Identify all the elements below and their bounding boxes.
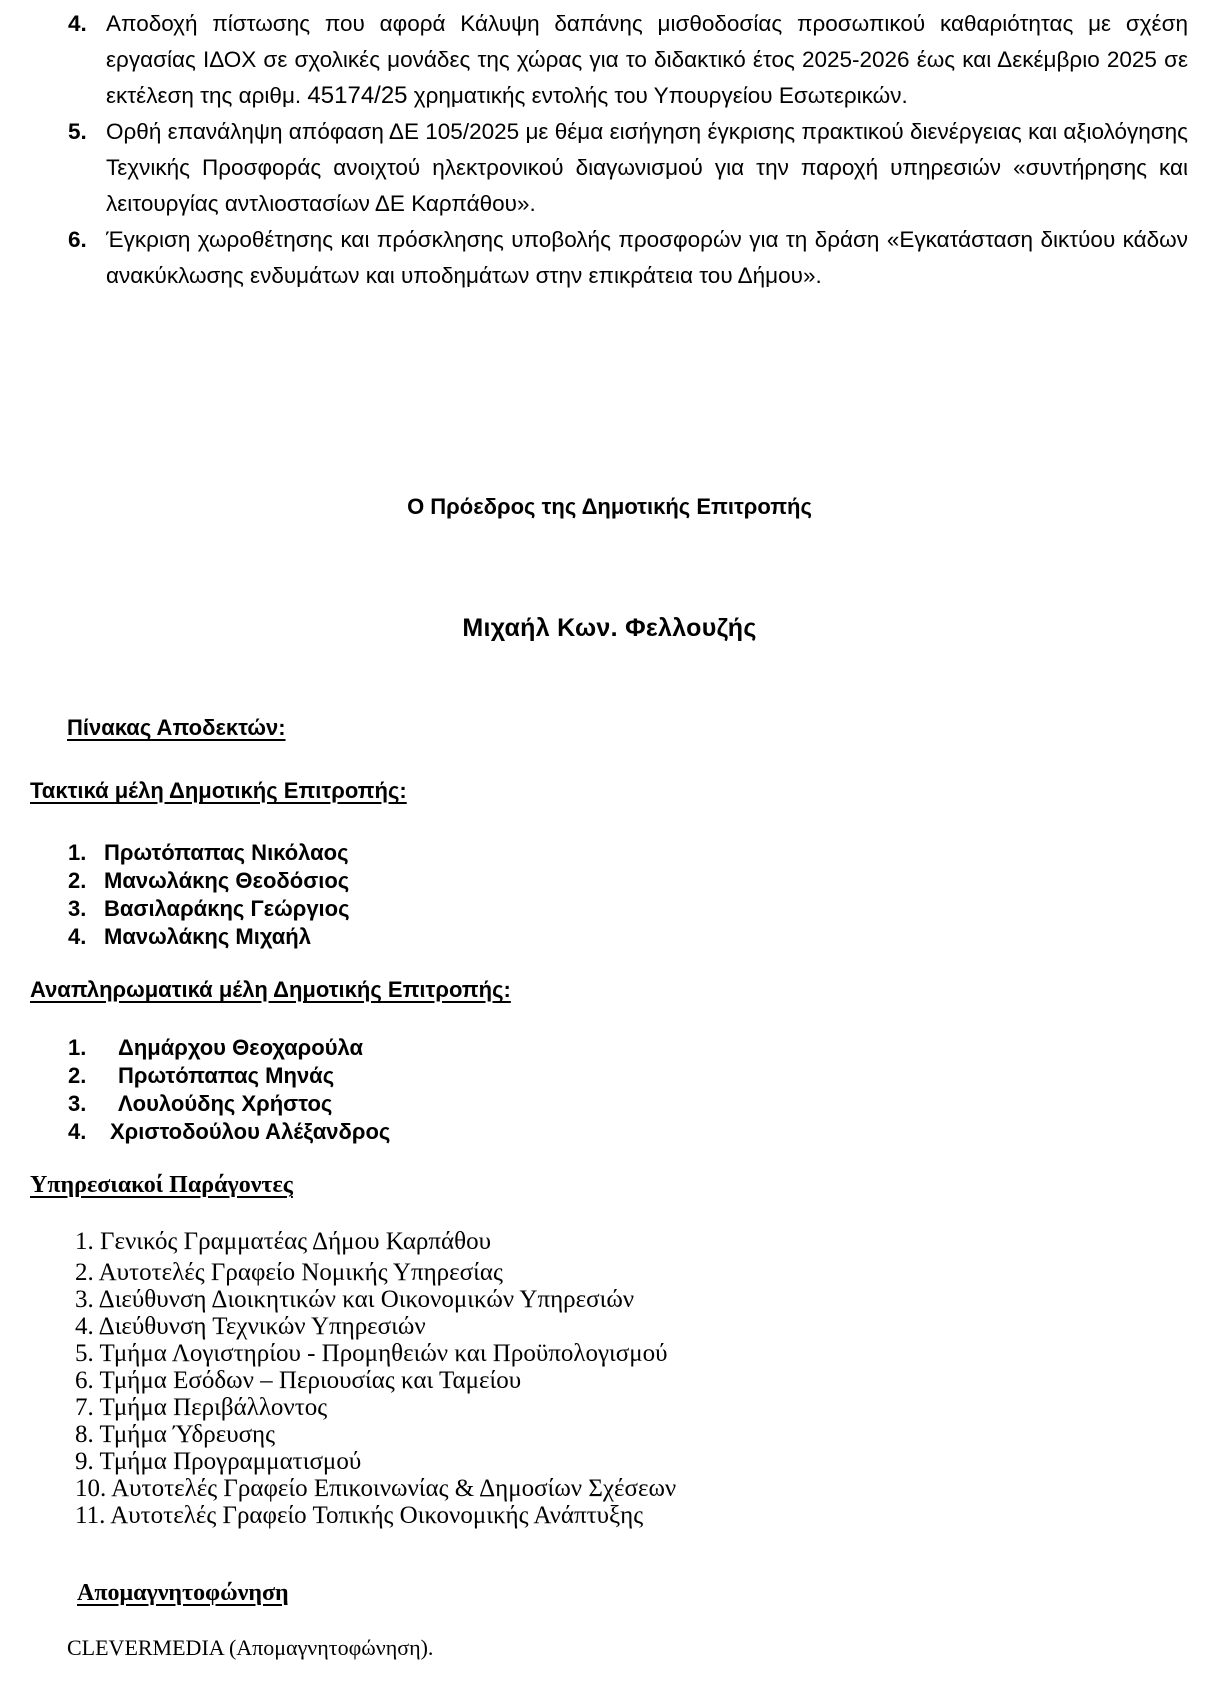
agenda-item-text: Έγκριση χωροθέτησης και πρόσκλησης υποβολής προσφορών για τη δράση «Εγκατάσταση δικτύου κάδων ανακύκλωσης ενδυμάτων και υποδημάτων στην επικράτεια του Δήμου».	[106, 227, 1188, 288]
list-item	[68, 1090, 390, 1118]
agenda-item	[68, 6, 1188, 114]
member-name: Πρωτόπαπας Νικόλαος	[104, 840, 349, 865]
transcription-heading: Απομαγνητοφώνηση	[77, 1580, 289, 1606]
list-item: 2. Αυτοτελές Γραφείο Νομικής Υπηρεσίας	[75, 1259, 503, 1286]
order-reference-number: 45174/25	[307, 82, 408, 109]
list-item	[68, 1034, 390, 1062]
list-item	[68, 867, 350, 895]
list-number: 2.	[68, 868, 87, 893]
service-agents-heading: Υπηρεσιακοί Παράγοντες	[30, 1172, 293, 1198]
regular-members-list	[68, 839, 350, 951]
list-number: 3.	[68, 896, 87, 921]
recipients-heading: Πίνακας Αποδεκτών:	[67, 715, 286, 740]
list-item: 5. Τμήμα Λογιστηρίου - Προμηθειών και Προϋπολογισμού	[75, 1340, 668, 1367]
list-number: 4.	[68, 1119, 87, 1144]
list-item: 8. Τμήμα Ύδρευσης	[75, 1421, 276, 1448]
agenda-item-text: Αποδοχή πίστωσης που αφορά Κάλυψη δαπάνης μισθοδοσίας προσωπικού καθαριότητας με σχέση εργασίας ΙΔΟΧ σε σχολικές μονάδες της χώρας για το διδακτικό έτος 2025-2026 έως και Δεκέμβριο 2025 σε εκτέλεση της αριθμ.	[106, 11, 1188, 108]
list-item	[68, 1118, 390, 1146]
agenda-item-text-end: χρηματικής εντολής του Υπουργείου Εσωτερικών.	[407, 83, 908, 108]
agenda-item-number: 4.	[68, 11, 87, 36]
agenda-item-number: 6.	[68, 227, 87, 252]
list-number: 1.	[68, 1035, 87, 1060]
list-item: 6. Τμήμα Εσόδων – Περιουσίας και Ταμείου	[75, 1367, 522, 1394]
list-number: 2.	[68, 1063, 87, 1088]
president-title: Ο Πρόεδρος της Δημοτικής Επιτροπής	[407, 494, 812, 519]
list-item: 9. Τμήμα Προγραμματισμού	[75, 1448, 362, 1475]
transcription-text: CLEVERMEDIA (Απομαγνητοφώνηση).	[67, 1635, 434, 1660]
list-item: 7. Τμήμα Περιβάλλοντος	[75, 1394, 328, 1421]
alternate-members-heading: Αναπληρωματικά μέλη Δημοτικής Επιτροπής:	[30, 977, 511, 1002]
regular-members-heading: Τακτικά μέλη Δημοτικής Επιτροπής:	[30, 778, 407, 803]
agenda-item	[68, 222, 1188, 294]
member-name: Πρωτόπαπας Μηνάς	[118, 1063, 335, 1088]
list-number: 3.	[68, 1091, 87, 1116]
member-name: Μανωλάκης Μιχαήλ	[104, 924, 311, 949]
list-item: 4. Διεύθυνση Τεχνικών Υπηρεσιών	[75, 1313, 426, 1340]
member-name: Δημάρχου Θεοχαρούλα	[118, 1035, 364, 1060]
agenda-item	[68, 114, 1188, 222]
list-item	[68, 839, 350, 867]
list-item: 3. Διεύθυνση Διοικητικών και Οικονομικών Υπηρεσιών	[75, 1286, 635, 1313]
agenda-item-text: Ορθή επανάληψη απόφαση ΔΕ 105/2025 με θέμα εισήγηση έγκρισης πρακτικού διενέργειας και αξιολόγησης Τεχνικής Προσφοράς ανοιχτού ηλεκτρονικού διαγωνισμού για την παροχή υπηρεσιών «συντήρησης και λειτουργίας αντλιοστασίων ΔΕ Καρπάθου».	[106, 119, 1188, 216]
list-item	[68, 895, 350, 923]
list-item	[68, 1062, 390, 1090]
member-name: Χριστοδούλου Αλέξανδρος	[110, 1119, 391, 1144]
alternate-members-list	[68, 1034, 390, 1146]
member-name: Λουλούδης Χρήστος	[118, 1091, 333, 1116]
agenda-item-number: 5.	[68, 119, 87, 144]
member-name: Μανωλάκης Θεοδόσιος	[104, 868, 350, 893]
list-number: 4.	[68, 924, 87, 949]
service-agents-list	[75, 1228, 676, 1529]
list-item: 11. Αυτοτελές Γραφείο Τοπικής Οικονομικής Ανάπτυξης	[75, 1502, 644, 1529]
president-name: Μιχαήλ Κων. Φελλουζής	[462, 614, 757, 642]
list-item	[68, 923, 350, 951]
list-number: 1.	[68, 840, 87, 865]
member-name: Βασιλαράκης Γεώργιος	[104, 896, 350, 921]
list-item: 1. Γενικός Γραμματέας Δήμου Καρπάθου	[75, 1228, 491, 1255]
list-item: 10. Αυτοτελές Γραφείο Επικοινωνίας & Δημοσίων Σχέσεων	[75, 1475, 677, 1502]
agenda-list	[68, 6, 1188, 294]
